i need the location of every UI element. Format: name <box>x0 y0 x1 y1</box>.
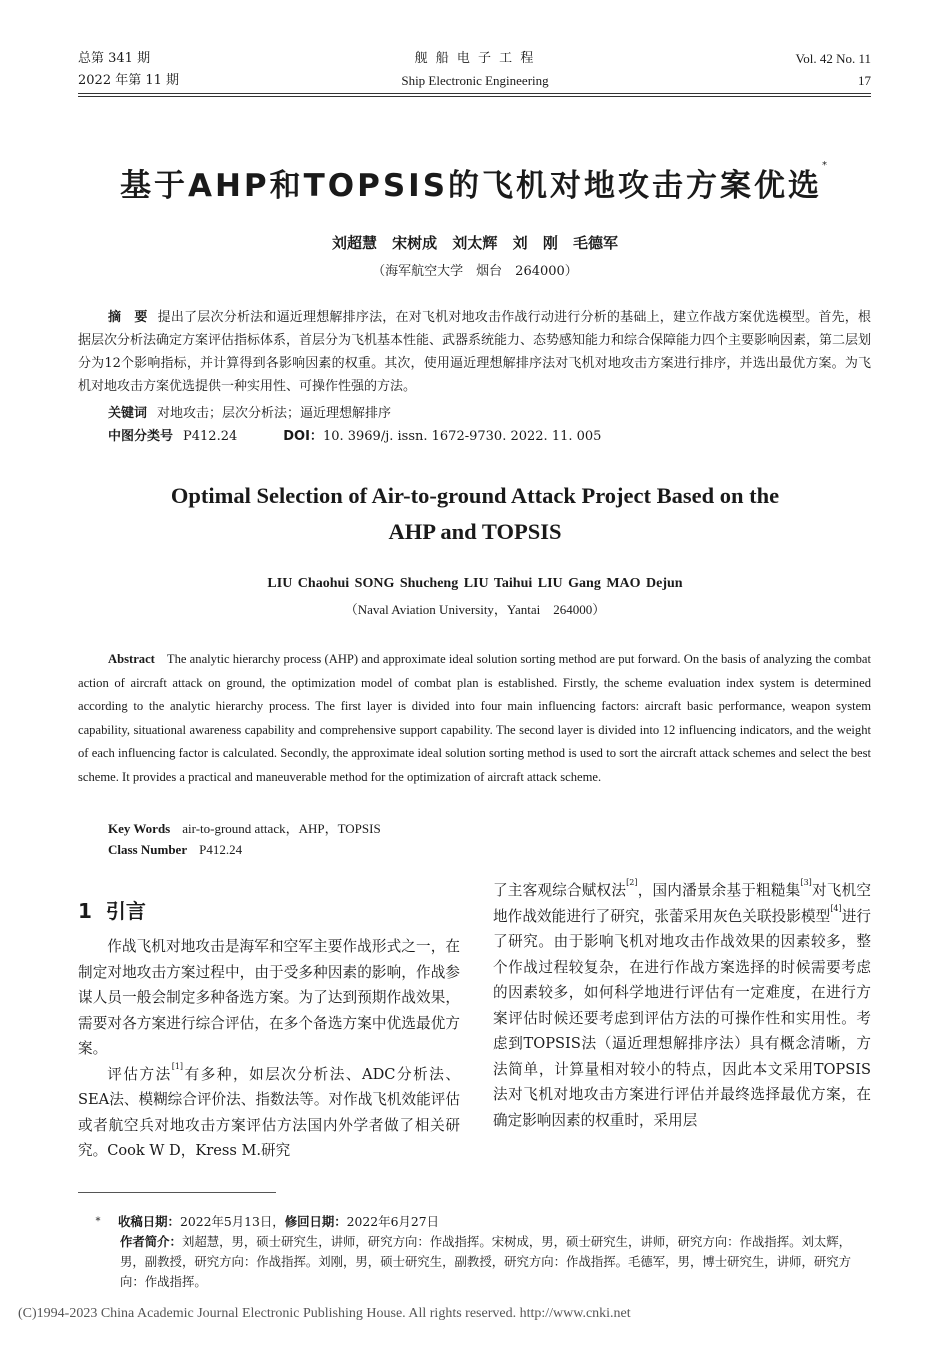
classification-cn <box>108 425 601 448</box>
paper-title-cn: 基于AHP和TOPSIS的飞机对地攻击方案优选* <box>119 160 831 204</box>
affiliation-en: （Naval Aviation University，Yantai 264000） <box>344 602 606 617</box>
title-footnote-mark: * <box>822 160 831 171</box>
abstract-cn <box>78 306 871 398</box>
paragraph: 了主客观综合赋权法[2]，国内潘景余基于粗糙集[3]对飞机空地作战效能进行了研究，张蕾采用灰色关联投影模型[4]进行了研究。由于影响飞机对地攻击作战效果的因素较多，整个作战过程较复杂，在进行作战方案选择的时候需要考虑的因素较多，如何科学地进行评估有一定难度，在进行方案评估时候还要考虑到评估方法的可操作性和实用性。考虑到TOPSIS法（逼近理想解排序法）具有概念清晰，方法简单，计算量相对较小的特点，因此本文采用TOPSIS法对飞机对地攻击方案进行评估并最终选择最优方案，在确定影响因素的权重时，采用层 <box>493 878 871 1129</box>
footnote-mark: * <box>95 1216 101 1227</box>
copyright-notice: (C)1994-2023 China Academic Journal Electronic Publishing House. All rights reserved. http://www.cnki.net <box>18 1306 631 1321</box>
header-issue-year: 2022 年第 11 期 <box>78 73 180 88</box>
header-issue-total: 总第 341 期 <box>78 51 151 66</box>
paper-title-en-line1: Optimal Selection of Air-to-ground Attack Project Based on the <box>170 483 780 508</box>
citation-ref: [2] <box>626 878 638 887</box>
abstract-cn-text: 提出了层次分析法和逼近理想解排序法，在对飞机对地攻击作战行动进行分析的基础上，建立作战方案优选模型。首先，根据层次分析法确定方案评估指标体系，首层分为飞机基本性能、武器系统能力、态势感知能力和综合保障能力四个主要影响因素，第二层划分为12个影响指标，并计算得到各影响因素的权重。其次，使用逼近理想解排序法对飞机对地攻击方案进行排序，并选出最优方案。为飞机对地攻击方案优选提供一种实用性、可操作性强的方法。 <box>78 310 872 394</box>
affiliation-cn: （海军航空大学 烟台 264000） <box>372 264 578 279</box>
header-journal-en: Ship Electronic Engineering <box>401 73 549 88</box>
keywords-en-label: Key Words <box>108 821 171 836</box>
citation-ref: [4] <box>830 903 842 913</box>
abstract-en-label: Abstract <box>108 652 155 666</box>
footnote-rule <box>78 1192 276 1193</box>
doi-value: 10. 3969/j. issn. 1672-9730. 2022. 11. 005 <box>322 429 602 444</box>
citation-ref: [1] <box>171 1061 184 1071</box>
header-volume: Vol. 42 No. 11 <box>795 51 871 66</box>
abstract-en <box>78 648 871 789</box>
header-rule <box>78 93 871 94</box>
bio-text: 刘超慧，男，硕士研究生，讲师，研究方向：作战指挥。宋树成，男，硕士研究生，讲师，研究方向：作战指挥。刘太辉，男，副教授，研究方向：作战指挥。刘刚，男，硕士研究生，副教授，研究方向：作战指挥。毛德军，男，博士研究生，讲师，研究方向：作战指挥。 <box>120 1234 852 1289</box>
authors-cn: 刘超慧 宋树成 刘太辉 刘 刚 毛德军 <box>331 234 619 252</box>
class-cn-value: P412.24 <box>183 429 238 444</box>
authors-en: LIU Chaohui SONG Shucheng LIU Taihui LIU Gang MAO Dejun <box>267 576 683 591</box>
class-en-label: Class Number <box>108 842 188 857</box>
header-page-number: 17 <box>858 73 871 88</box>
received-date: 2022年5月13日， <box>179 1214 285 1229</box>
doi-label: DOI： <box>283 429 323 444</box>
revised-date: 2022年6月27日 <box>346 1214 440 1229</box>
section-number: 1 <box>78 899 92 923</box>
keywords-cn <box>108 402 391 425</box>
bio-label: 作者简介： <box>120 1234 182 1249</box>
keywords-en <box>108 818 381 837</box>
body-column-right <box>493 878 871 1133</box>
header-journal-cn: 舰 船 电 子 工 程 <box>414 51 536 66</box>
section-title: 引言 <box>105 899 146 923</box>
class-cn-label: 中图分类号 <box>108 429 174 444</box>
paper-title-en <box>60 478 890 550</box>
paragraph: 作战飞机对地攻击是海军和空军主要作战形式之一，在制定对地攻击方案过程中，由于受多种因素的影响，作战参谋人员一般会制定多种备选方案。为了达到预期作战效果，需要对各方案进行综合评估，在多个备选方案中优选最优方案。 <box>78 938 460 1057</box>
keywords-en-text: air-to-ground attack，AHP，TOPSIS <box>182 821 381 836</box>
classification-en <box>108 842 242 858</box>
abstract-en-text: The analytic hierarchy process (AHP) and approximate ideal solution sorting method are put forward. On the basis of analyzing the combat action of aircraft attack on ground, the optimization model of combat plan is established. Firstly, the scheme evaluation index system is determined according to the analytic hierarchy process. The first layer is divided into four main influencing factors: aircraft basic performance, weapon system capability, situational awareness capability and comprehensive support capability. The second layer is divided into 12 influencing indicators, and the weight of each influencing factor is calculated. Secondly, the approximate ideal solution sorting method is used to sort the aircraft attack schemes and select the best scheme. It provides a practical and maneuverable method for the optimization of aircraft attack scheme. <box>78 652 871 784</box>
header-rule-thin <box>78 96 871 97</box>
keywords-cn-text: 对地攻击；层次分析法；逼近理想解排序 <box>157 406 392 421</box>
footnote <box>78 1212 871 1292</box>
body-column-left <box>78 934 460 1164</box>
section-heading <box>78 895 146 924</box>
abstract-cn-label: 摘 要 <box>108 310 148 325</box>
paragraph: 评估方法[1]有多种，如层次分析法、ADC分析法、SEA法、模糊综合评价法、指数法等。对作战飞机效能评估或者航空兵对地攻击方案评估方法国内外学者做了相关研究。Cook W D，Kress M.研究 <box>78 1061 460 1159</box>
revised-label: 修回日期： <box>284 1214 347 1229</box>
received-label: 收稿日期： <box>118 1214 180 1229</box>
citation-ref: [3] <box>800 878 812 887</box>
keywords-cn-label: 关键词 <box>108 406 148 421</box>
class-en-value: P412.24 <box>199 842 243 857</box>
paper-title-en-line2: AHP and TOPSIS <box>388 519 562 544</box>
